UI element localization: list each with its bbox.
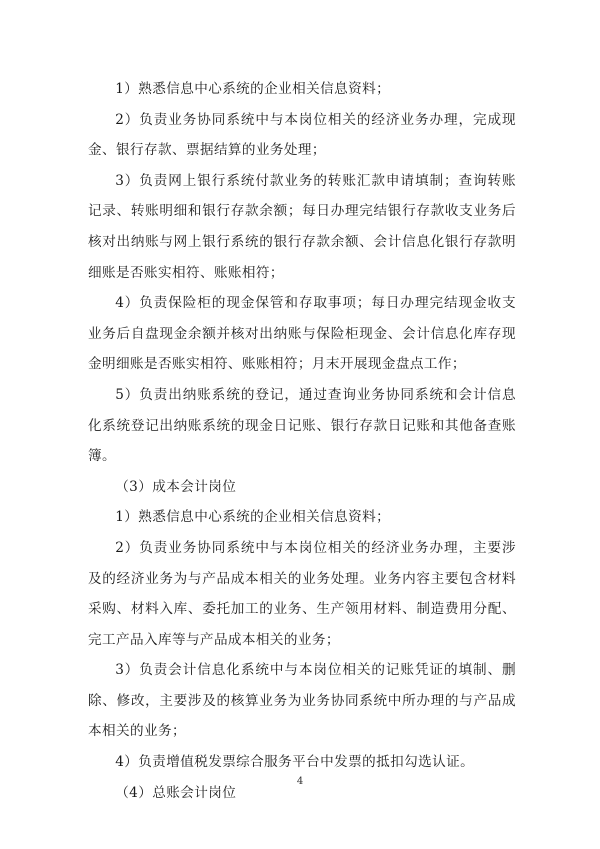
paragraph-cashier-duty-1: 1）熟悉信息中心系统的企业相关信息资料；: [115, 81, 391, 97]
paragraph-cashier-duty-4: 4）负责保险柜的现金保管和存取事项；每日办理完结现金收支业务后自盘现金余额并核对出纳账与保险柜现金、会计信息化库存现金明细账是否账实相符、账账相符；月末开展现金盘点工作；: [88, 295, 516, 373]
section-heading-general-ledger-accountant: （4）总账会计岗位: [115, 784, 237, 801]
page-number: 4: [296, 776, 304, 787]
section-heading-cost-accountant: （3）成本会计岗位: [115, 478, 237, 495]
paragraph-cost-duty-4: 4）负责增值税发票综合服务平台中发票的抵扣勾选认证。: [115, 754, 475, 771]
paragraph-cashier-duty-2: 2）负责业务协同系统中与本岗位相关的经济业务办理，完成现金、银行存款、票据结算的业务处理；: [88, 111, 516, 159]
paragraph-cost-duty-3: 3）负责会计信息化系统中与本岗位相关的记账凭证的填制、删除、修改，主要涉及的核算业务为业务协同系统中所办理的与产品成本相关的业务；: [88, 662, 516, 740]
paragraph-cost-duty-2: 2）负责业务协同系统中与本岗位相关的经济业务办理，主要涉及的经济业务为与产品成本相关的业务处理。业务内容主要包含材料采购、材料入库、委托加工的业务、生产领用材料、制造费用分配、完工产品入库等与产品成本相关的业务；: [88, 539, 516, 648]
paragraph-cashier-duty-5: 5）负责出纳账系统的登记，通过查询业务协同系统和会计信息化系统登记出纳账系统的现金日记账、银行存款日记账和其他备查账簿。: [88, 386, 516, 465]
document-page: [88, 74, 516, 808]
paragraph-cost-duty-1: 1）熟悉信息中心系统的企业相关信息资料；: [115, 509, 391, 526]
paragraph-cashier-duty-3: 3）负责网上银行系统付款业务的转账汇款申请填制；查询转账记录、转账明细和银行存款余额；每日办理完结银行存款收支业务后核对出纳账与网上银行系统的银行存款余额、会计信息化银行存款明细账是否账实相符、账账相符；: [88, 172, 516, 281]
